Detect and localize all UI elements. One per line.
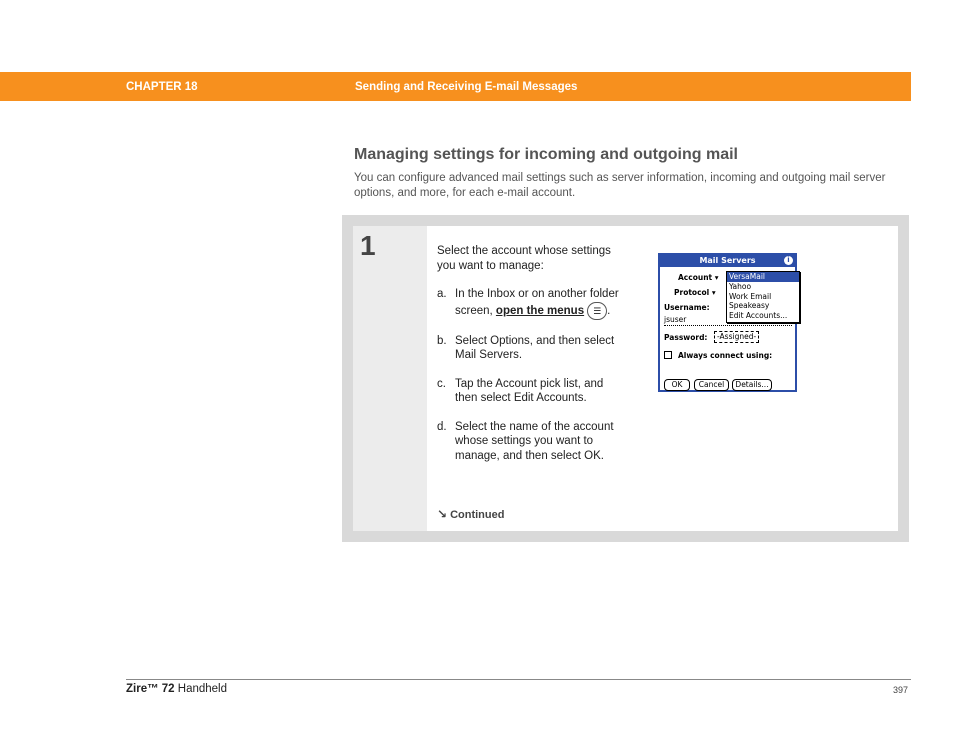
substep-d-text: Select the name of the account whose settings you want to manage, and then select OK. — [455, 420, 614, 462]
list-item[interactable]: Speakeasy — [729, 301, 770, 311]
substep-letter: d. — [437, 420, 447, 433]
substep-c-text: Tap the Account pick list, and then select Edit Accounts. — [455, 377, 604, 404]
section-title: Managing settings for incoming and outgoing mail — [354, 146, 738, 163]
substep-a: a. In the Inbox or on another folder screen, open the menus ☰ . — [437, 287, 627, 320]
always-connect-label: Always connect using: — [678, 351, 773, 360]
always-connect-checkbox[interactable] — [664, 351, 672, 359]
list-item[interactable]: Edit Accounts... — [729, 311, 788, 321]
account-label[interactable]: Account ▾ — [678, 273, 719, 282]
username-value[interactable]: jsuser — [664, 315, 687, 324]
substep-letter: a. — [437, 288, 447, 300]
step-lead: Select the account whose settings you want to manage: — [437, 245, 611, 272]
footer-product: Zire™ 72 Handheld — [126, 683, 228, 695]
step-text — [437, 244, 627, 463]
chapter-label: CHAPTER 18 — [126, 81, 198, 93]
details-button[interactable]: Details... — [732, 379, 772, 391]
continued-link[interactable] — [437, 507, 504, 521]
list-item[interactable]: Work Email — [729, 291, 772, 301]
list-item[interactable]: VersaMail — [727, 272, 799, 282]
protocol-label[interactable]: Protocol ▾ — [674, 288, 716, 297]
password-field[interactable]: -Assigned- — [714, 331, 759, 343]
substep-letter: c. — [437, 377, 446, 390]
ok-button[interactable]: OK — [664, 379, 690, 391]
mail-servers-screenshot — [658, 253, 797, 392]
chapter-title: Sending and Receiving E-mail Messages — [355, 81, 578, 93]
substep-d — [437, 420, 627, 464]
username-label: Username: — [664, 303, 710, 312]
menu-icon: ☰ — [587, 302, 607, 320]
account-pick-list[interactable] — [726, 271, 800, 323]
password-label: Password: — [664, 333, 708, 342]
footer-divider — [126, 679, 911, 680]
open-menus-link[interactable]: open the menus — [495, 304, 585, 317]
continued-label: Continued — [450, 509, 505, 521]
cancel-button[interactable]: Cancel — [694, 379, 729, 391]
info-icon[interactable]: i — [784, 256, 793, 265]
substep-letter: b. — [437, 334, 447, 347]
continued-arrow-icon: ↘ — [437, 507, 448, 521]
username-underline — [664, 325, 792, 326]
substep-c — [437, 377, 627, 406]
step-number: 1 — [360, 230, 376, 261]
list-item[interactable]: Yahoo — [729, 281, 752, 291]
palm-title: Mail Servers — [660, 255, 795, 267]
substep-b-text: Select Options, and then select Mail Servers. — [455, 334, 615, 361]
substep-b — [437, 334, 627, 363]
substep-a-text: In the Inbox or on another folder screen, — [455, 288, 619, 317]
step-number-cell — [353, 226, 427, 531]
section-intro: You can configure advanced mail settings such as server information, incoming and outgoing mail server options, and more, for each e-mail account. — [354, 172, 886, 199]
page-number: 397 — [893, 685, 909, 695]
